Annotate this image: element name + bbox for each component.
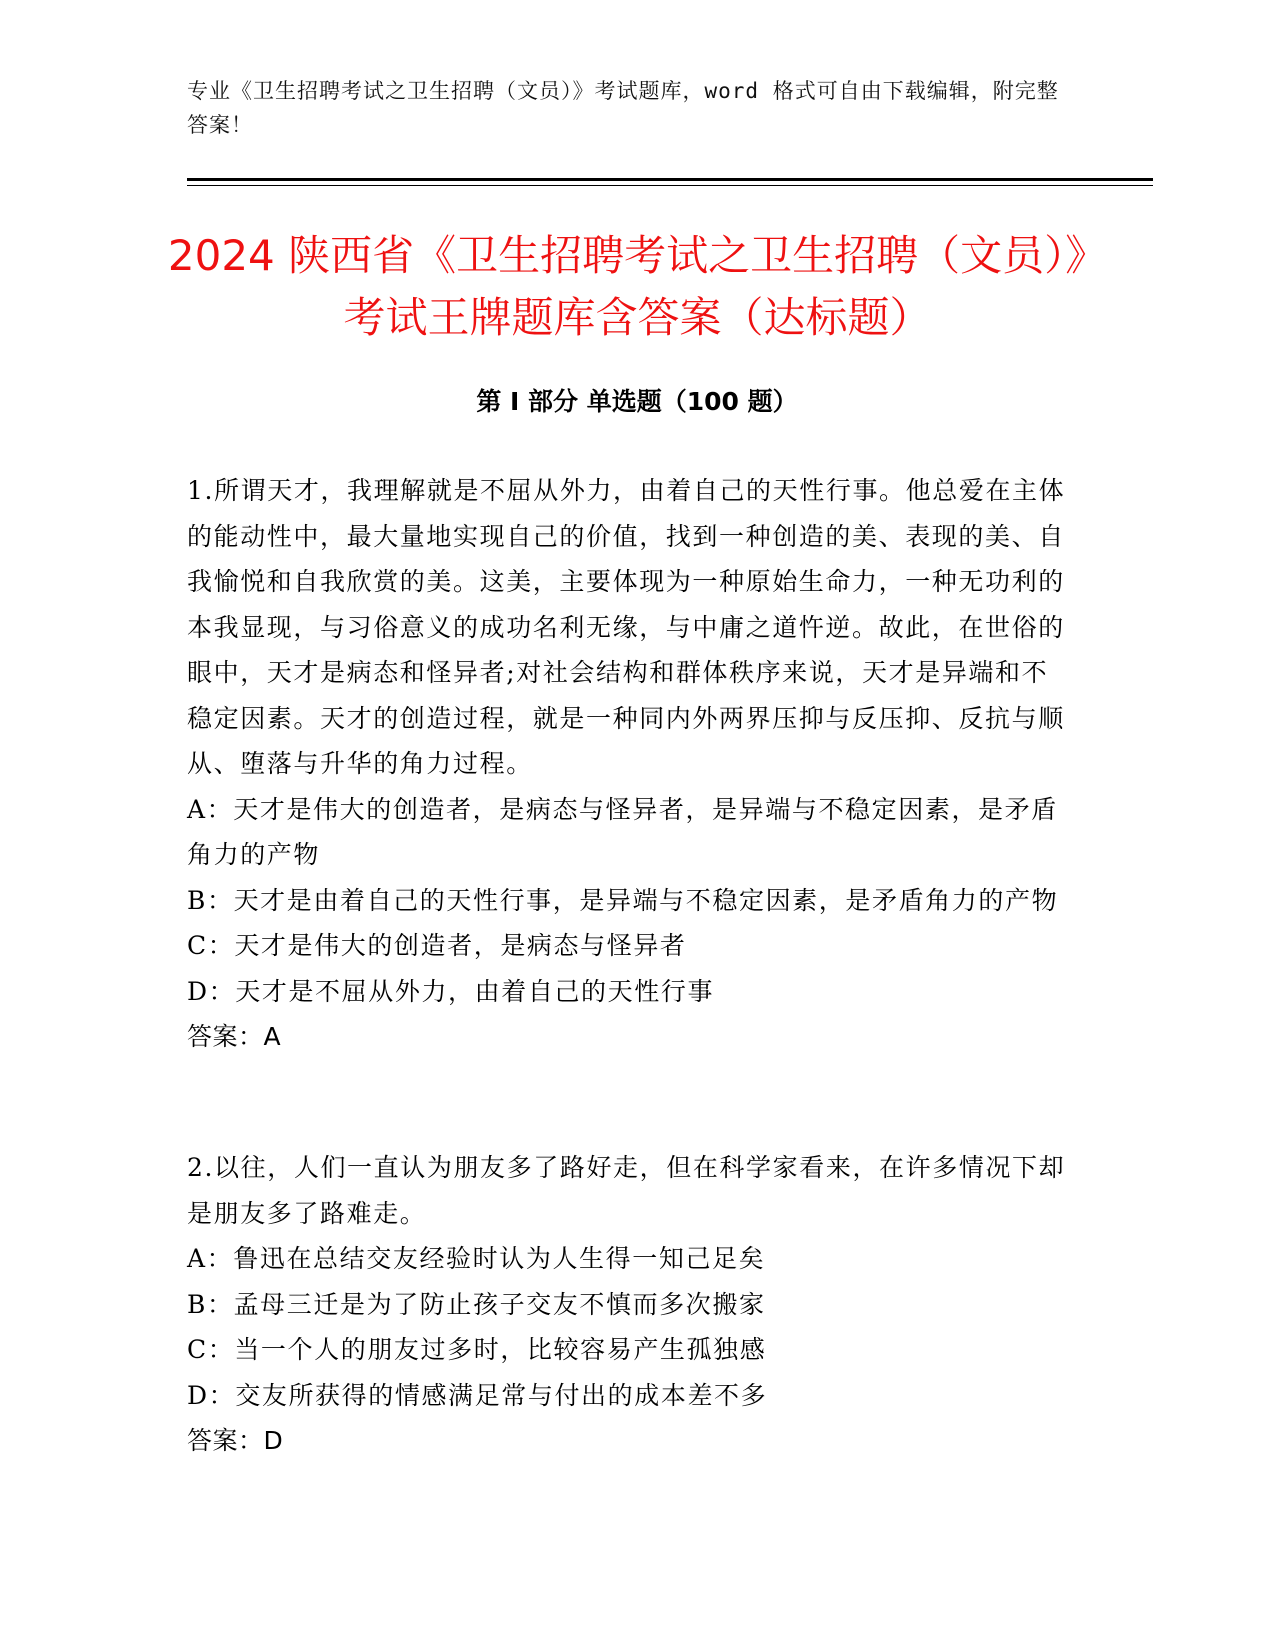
option-d: D：天才是不屈从外力，由着自己的天性行事: [187, 976, 715, 1006]
question-stem: 1.所谓天才，我理解就是不屈从外力，由着自己的天性行事。他总爱在主体的能动性中，最大量地实现自己的价值，找到一种创造的美、表现的美、自我愉悦和自我欣赏的美。这美，主要体现为一种原始生命力，一种无功利的本我显现，与习俗意义的成功名利无缘，与中庸之道忤逆。故此，在世俗的眼中，天才是病态和怪异者;对社会结构和群体秩序来说，天才是异端和不稳定因素。天才的创造过程，就是一种同内外两界压抑与反压抑、反抗与顺从、堕落与升华的角力过程。: [187, 476, 1066, 778]
option-a: A：天才是伟大的创造者，是病态与怪异者，是异端与不稳定因素，是矛盾角力的产物: [187, 794, 1058, 869]
answer-line: 答案：D: [187, 1426, 284, 1455]
question-2: [187, 1145, 1067, 1464]
section-title: 第 I 部分 单选题（100 题）: [476, 387, 798, 416]
header-note: 专业《卫生招聘考试之卫生招聘（文员）》考试题库，word 格式可自由下载编辑，附完整答案！: [187, 79, 1059, 137]
question-1: [187, 468, 1067, 1060]
header-rule-thin: [187, 185, 1153, 186]
header-rule-thick: [187, 178, 1153, 181]
option-c: C：天才是伟大的创造者，是病态与怪异者: [187, 931, 687, 960]
document-title: 2024 陕西省《卫生招聘考试之卫生招聘（文员）》考试王牌题库含答案（达标题）: [167, 231, 1108, 342]
option-a: A：鲁迅在总结交友经验时认为人生得一知己足矣: [187, 1244, 766, 1273]
option-b: B：天才是由着自己的天性行事，是异端与不稳定因素，是矛盾角力的产物: [187, 885, 1059, 915]
option-b: B：孟母三迁是为了防止孩子交友不慎而多次搬家: [187, 1289, 766, 1319]
option-c: C：当一个人的朋友过多时，比较容易产生孤独感: [187, 1335, 767, 1364]
option-d: D：交友所获得的情感满足常与付出的成本差不多: [187, 1380, 768, 1410]
answer-line: 答案：A: [187, 1022, 282, 1051]
question-stem: 2.以往，人们一直认为朋友多了路好走，但在科学家看来，在许多情况下却是朋友多了路难走。: [187, 1153, 1066, 1228]
